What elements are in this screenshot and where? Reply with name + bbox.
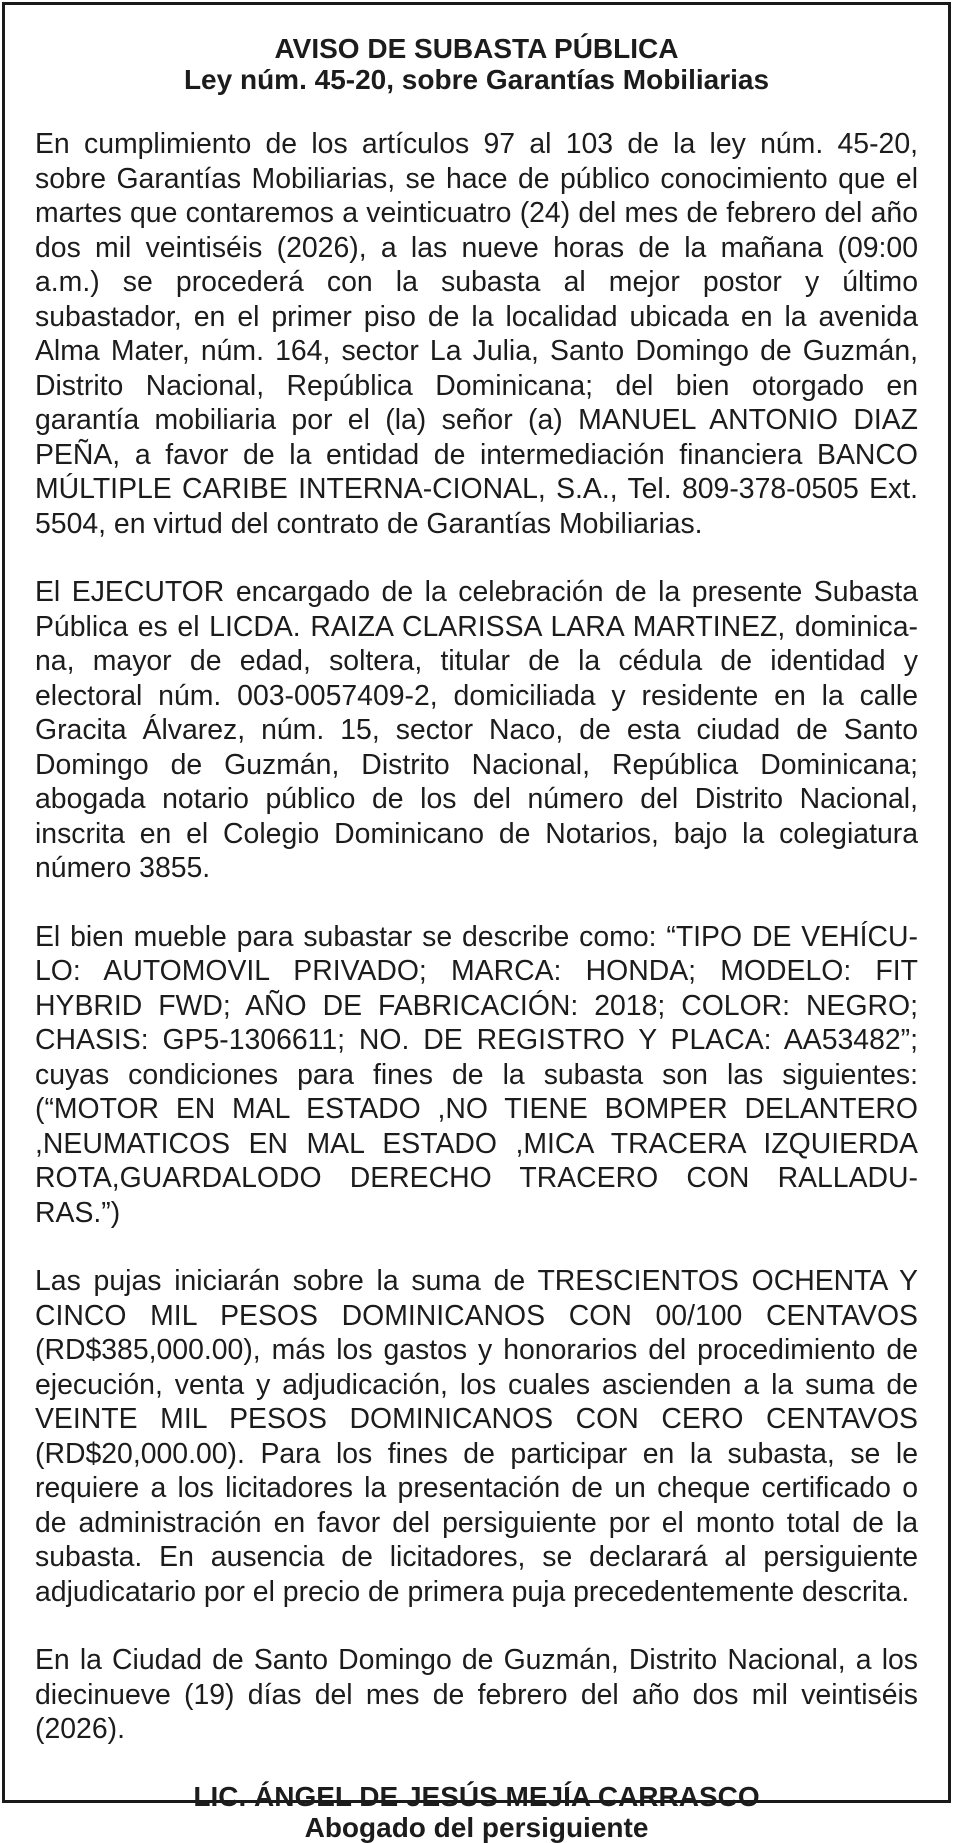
signature-role: Abogado del persiguiente <box>304 1811 649 1843</box>
notice-header <box>35 33 918 95</box>
signature-block <box>35 1781 918 1843</box>
paragraph-announcement: En cumplimiento de los artículos 97 al 103 de la ley núm. 45-20, sobre Garantías Mobiliarias, se hace de público conocimiento que el martes que contaremos a veinticuatro (24) del mes de febrero del año dos mil veintiséis (2026), a las nueve horas de la mañana (09:00 a.m.) se procederá con la subasta al mejor postor y último subastador, en el primer piso de la localidad ubicada en la avenida Alma Mater, núm. 164, sector La Julia, Santo Domingo de Guzmán, Distrito Nacional, República Dominicana; del bien otorgado en garantía mobiliaria por el (la) señor (a) MANUEL ANTONIO DIAZ PEÑA, a favor de la entidad de intermediación financiera BANCO MÚLTIPLE CARIBE INTERNA-CIONAL, S.A., Tel. 809-378-0505 Ext. 5504, en virtud del contrato de Garantías Mobiliarias. <box>35 128 918 540</box>
paragraph-vehicle-description: El bien mueble para subastar se describe como: “TIPO DE VEHÍCU-LO: AUTOMOVIL PRIVADO; MARCA: HONDA; MODELO: FIT HYBRID FWD; AÑO DE FABRICACIÓN: 2018; COLOR: NEGRO; CHASIS: GP5-1306611; NO. DE REGISTRO Y PLACA: AA53482”; cuyas condiciones para fines de la subasta son las siguientes: (“MOTOR EN MAL ESTADO ,NO TIENE BOMPER DELANTERO ,NEUMATICOS EN MAL ESTADO ,MICA TRACERA IZQUIERDA ROTA,GUARDALODO DERECHO TRACERO CON RALLADU-RAS.”) <box>35 920 918 1229</box>
paragraph-executor: El EJECUTOR encargado de la celebración de la presente Subasta Pública es el LICDA. RAIZA CLARISSA LARA MARTINEZ, dominica-na, mayor de edad, soltera, titular de la cédula de identidad y electoral núm. 003-0057409-2, domiciliada y residente en la calle Gracita Álvarez, núm. 15, sector Naco, de esta ciudad de Santo Domingo de Guzmán, Distrito Nacional, República Dominicana; abogada notario público de los del número del Distrito Nacional, inscrita en el Colegio Dominicano de Notarios, bajo la colegiatura número 3855. <box>35 576 918 884</box>
notice-title: AVISO DE SUBASTA PÚBLICA <box>274 33 679 64</box>
notice-subtitle: Ley núm. 45-20, sobre Garantías Mobiliarias <box>183 64 770 95</box>
paragraph-bidding-terms: Las pujas iniciarán sobre la suma de TRESCIENTOS OCHENTA Y CINCO MIL PESOS DOMINICANOS CON 00/100 CENTAVOS (RD$385,000.00), más los gastos y honorarios del procedimiento de ejecución, venta y adjudicación, los cuales ascienden a la suma de VEINTE MIL PESOS DOMINICANOS CON CERO CENTAVOS (RD$20,000.00). Para los fines de participar en la subasta, se le requiere a los licitadores la presentación de un cheque certificado o de administración en favor del persiguiente por el monto total de la subasta. En ausencia de licitadores, se declarará al persiguiente adjudicatario por el precio de primera puja precedentemente descrita. <box>35 1265 918 1608</box>
signature-name: LIC. ÁNGEL DE JESÚS MEJÍA CARRASCO <box>193 1780 760 1812</box>
paragraph-place-date: En la Ciudad de Santo Domingo de Guzmán, Distrito Nacional, a los diecinueve (19) días del mes de febrero del año dos mil veintiséis (2026). <box>35 1644 918 1745</box>
auction-notice <box>2 2 951 1843</box>
